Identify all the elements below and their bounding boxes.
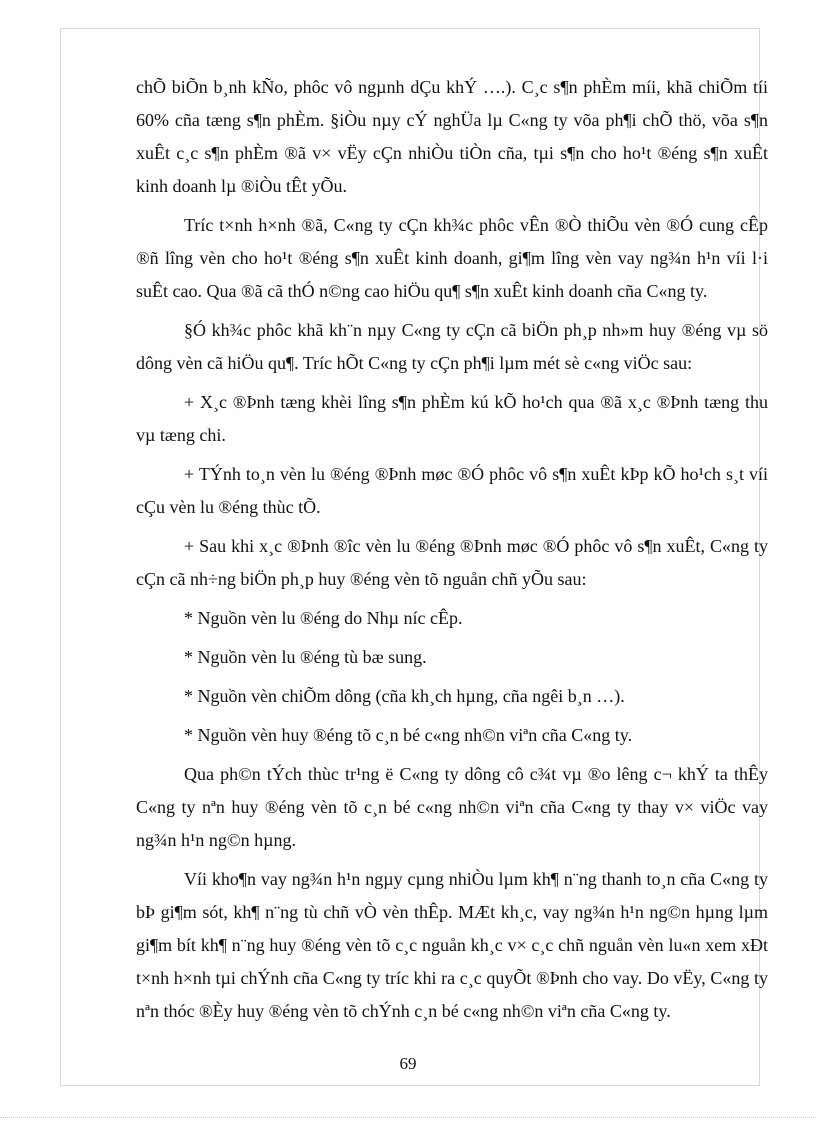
bullet-item-3: * Nguồn vèn chiÕm dông (cña kh¸ch hµng, cña ngêi b¸n …).	[184, 686, 625, 706]
bullet-item-2: * Nguồn vèn lu ®éng tù bæ sung.	[184, 647, 427, 667]
plus-item-1: + X¸c ®Þnh tæng khèi lîng s¶n phÈm kú kÕ ho¹ch qua ®ã x¸c ®Þnh tæng thu vµ tæng chi.	[136, 392, 768, 445]
page-number: 69	[399, 1054, 417, 1073]
document-body	[136, 71, 768, 1034]
paragraph-4: Qua ph©n tÝch thùc tr¹ng ë C«ng ty dông cô c¾t vµ ®o lêng c¬ khÝ ta thÊy C«ng ty nªn huy ®éng vèn tõ c¸n bé c«ng nh©n viªn cña C«ng ty thay v× viÖc vay ng¾n h¹n ng©n hµng.	[136, 764, 768, 850]
paragraph-1: chÕ biÕn b¸nh kÑo, phôc vô ngµnh dÇu khÝ ….). C¸c s¶n phÈm míi, khã chiÕm tíi 60% cña tæng s¶n phÈm. §iÒu nµy cÝ nghÜa lµ C«ng ty võa ph¶i chÕ thö, võa s¶n xuÊt c¸c s¶n phÈm ®ã v× vËy cÇn nhiÒu tiÒn cña, tµi s¶n cho ho¹t ®éng s¶n xuÊt kinh doanh lµ ®iÒu tÊt yÕu.	[136, 77, 768, 196]
bullet-item-4: * Nguồn vèn huy ®éng tõ c¸n bé c«ng nh©n viªn cña C«ng ty.	[184, 725, 633, 745]
plus-item-3: + Sau khi x¸c ®Þnh ®îc vèn lu ®éng ®Þnh møc ®Ó phôc vô s¶n xuÊt, C«ng ty cÇn cã nh÷ng biÖn ph¸p huy ®éng vèn tõ nguån chñ yÕu sau:	[136, 536, 768, 589]
plus-item-2: + TÝnh to¸n vèn lu ®éng ®Þnh møc ®Ó phôc vô s¶n xuÊt kÞp kÕ ho¹ch s¸t víi cÇu vèn lu ®éng thùc tÕ.	[136, 464, 768, 517]
bullet-item-1: * Nguồn vèn lu ®éng do Nhµ níc cÊp.	[184, 608, 463, 628]
paragraph-2: Tríc t×nh h×nh ®ã, C«ng ty cÇn kh¾c phôc vÊn ®Ò thiÕu vèn ®Ó cung cÊp ®ñ lîng vèn cho ho¹t ®éng s¶n xuÊt kinh doanh, gi¶m lîng vèn vay ng¾n h¹n víi l·i suÊt cao. Qua ®ã cã thÓ n©ng cao hiÖu qu¶ s¶n xuÊt kinh doanh cña C«ng ty.	[136, 215, 768, 301]
paragraph-5: Víi kho¶n vay ng¾n h¹n ngµy cµng nhiÒu lµm kh¶ n¨ng thanh to¸n cña C«ng ty bÞ gi¶m sót, kh¶ n¨ng tù chñ vÒ vèn thÊp. MÆt kh¸c, vay ng¾n h¹n ng©n hµng lµm gi¶m bít kh¶ n¨ng huy ®éng vèn tõ c¸c nguån kh¸c v× c¸c chñ nguån vèn lu«n xem xÐt t×nh h×nh tµi chÝnh cña C«ng ty tríc khi ra c¸c quyÕt ®Þnh cho vay. Do vËy, C«ng ty nªn thóc ®Èy huy ®éng vèn tõ chÝnh c¸n bé c«ng nh©n viªn cña C«ng ty.	[136, 869, 768, 1021]
page-bottom-divider	[0, 1117, 816, 1118]
paragraph-3: §Ó kh¾c phôc khã kh¨n nµy C«ng ty cÇn cã biÖn ph¸p nh»m huy ®éng vµ sö dông vèn cã hiÖu qu¶. Tríc hÕt C«ng ty cÇn ph¶i lµm mét sè c«ng viÖc sau:	[136, 320, 768, 373]
